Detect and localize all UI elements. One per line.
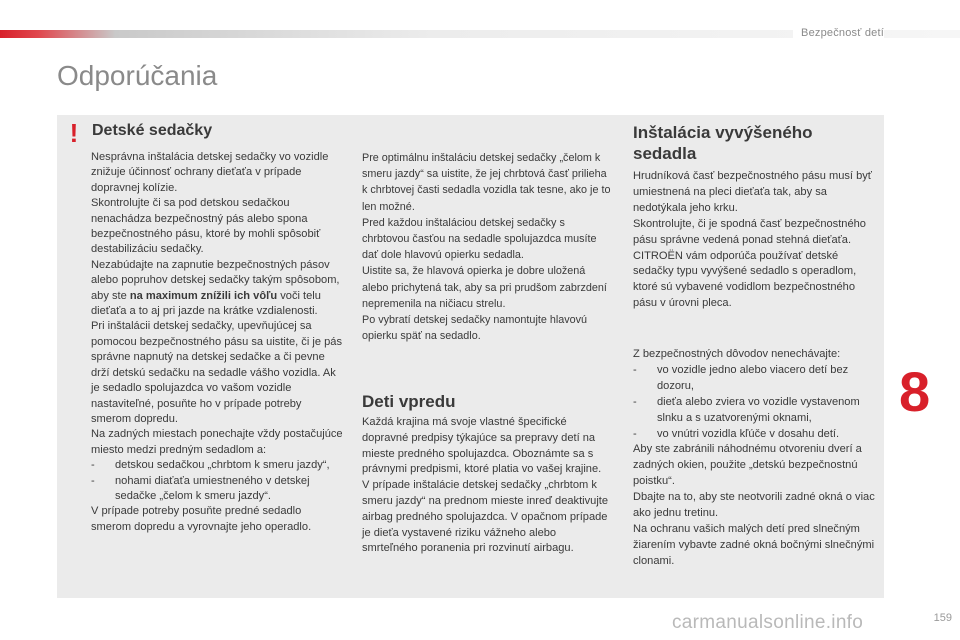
page-title: Odporúčania [57, 60, 218, 91]
paragraph-emphasis: na maximum znížili ich vôľu [129, 289, 278, 302]
list-item: - vo vozidle jedno alebo viacero detí bez dozoru, [633, 363, 849, 392]
paragraph [91, 258, 343, 320]
paragraph: Pre optimálnu inštaláciu detskej sedačky „čelom k smeru jazdy“ sa uistite, že jej chrbtová časť prilieha k chrbtovej časti sedadla vozidla tak tesne, ako je to len možné. [362, 152, 611, 213]
paragraph: Po vybratí detskej sedačky namontujte hlavovú opierku späť na sedadlo. [362, 314, 588, 343]
paragraph: Dbajte na to, aby ste neotvorili zadné okná o viac ako jednu tretinu. [633, 491, 875, 520]
paragraph: Aby ste zabránili náhodnému otvoreniu dverí a zadných okien, použite „detskú bezpečnostnú poistku“. [633, 443, 862, 488]
paragraph: Skontrolujte, či je spodná časť bezpečnostného pásu správne vedená ponad stehná dieťaťa. [633, 217, 866, 246]
column-headrest [362, 150, 612, 344]
paragraph: Každá krajina má svoje vlastné špecifické dopravné predpisy týkajúce sa prepravy detí na mieste predného spolujazdca. Oboznámte sa s právnymi predpismi, ktoré platia vo vašej krajine. [362, 416, 602, 476]
column-booster-seat [633, 169, 879, 312]
paragraph-text: Nezabúdajte na zapnutie bezpečnostných pásov alebo popruhov detskej sedačky takým spôsobom, aby ste [91, 258, 340, 302]
paragraph: Z bezpečnostných dôvodov nenechávajte: [633, 348, 841, 360]
paragraph: Pri inštalácii detskej sedačky, upevňujúcej sa pomocou bezpečnostného pásu sa uistite, či je pás správne napnutý na detskej sedačke a či pevne drží detskú sedačku na sedadle vášho vozidla. Ak je sedadlo spolujazdca vo vašom vozidle nastaviteľné, posuňte ho v prípade potreby smerom dopredu. [91, 320, 343, 425]
list-item: - vo vnútri vozidla kľúče v dosahu detí. [633, 427, 840, 440]
paragraph-text: voči telu dieťaťa a to aj pri jazde na krátke vzdialenosti. [91, 289, 321, 318]
section-title: Bezpečnosť detí [793, 27, 884, 39]
paragraph: Pred každou inštaláciou detskej sedačky s chrbtovou časťou na sedadle spolujazdca musíte dať dole hlavovú opierku sedadla. [362, 216, 597, 262]
paragraph: V prípade potreby posuňte predné sedadlo smerom dopredu a vyrovnajte jeho operadlo. [91, 505, 312, 533]
page-number: 159 [933, 612, 952, 624]
paragraph: Na zadných miestach ponechajte vždy postačujúce miesto medzi predným sedadlom a: [91, 428, 343, 456]
paragraph: Nesprávna inštalácia detskej sedačky vo vozidle znižuje účinnosť ochrany dieťaťa v prípade dopravnej kolízie. [91, 151, 329, 194]
warning-exclamation-icon: ! [69, 118, 79, 148]
list-item: - dieťa alebo zviera vo vozidle vystavenom slnku a s uzatvorenými oknami, [633, 395, 860, 424]
column-safety-reasons [633, 347, 879, 570]
paragraph: Skontrolujte či sa pod detskou sedačkou nenachádza bezpečnostný pás alebo spona bezpečnostného pásu, ktoré by mohli spôsobiť destabilizáciu sedačky. [91, 197, 321, 256]
paragraph: Hrudníková časť bezpečnostného pásu musí byť umiestnená na pleci dieťaťa tak, aby sa nedotýkala jeho krku. [633, 170, 872, 214]
paragraph: Uistite sa, že hlavová opierka je dobre uložená alebo prichytená tak, aby sa pri prudšom zabrzdení nepremenila na ničiacu strelu. [362, 265, 607, 310]
watermark: carmanualsonline.info [672, 612, 864, 633]
column-children-front [362, 415, 612, 557]
paragraph: V prípade inštalácie detskej sedačky „chrbtom k smeru jazdy“ na prednom mieste inreď deaktivujte airbag predného spolujazdca. V opačnom prípade je dieťa vystavené riziku vážneho alebo smrteľného poranenia pri rozvinutí airbagu. [362, 479, 609, 555]
list-item: - detskou sedačkou „chrbtom k smeru jazdy“, [91, 459, 330, 472]
paragraph: Na ochranu vašich malých detí pred slnečným žiarením vybavte zadné okná bočnými slnečnými clonami. [633, 522, 875, 567]
heading-children-front: Deti vpredu [362, 392, 456, 411]
heading-child-seats: Detské sedačky [92, 122, 213, 139]
column-child-seats [91, 150, 343, 535]
list-item: - nohami diaťaťa umiestneného v detskej sedačke „čelom k smeru jazdy“. [91, 474, 310, 502]
paragraph: CITROËN vám odporúča používať detské sedačky typu vyvýšené sedadlo s operadlom, ktoré sú vybavené vodidlom bezpečnostného pásu v úrovni pleca. [633, 249, 857, 310]
heading-booster-seat: Inštalácia vyvýšeného sedadla [633, 123, 813, 163]
chapter-number: 8 [899, 360, 931, 423]
